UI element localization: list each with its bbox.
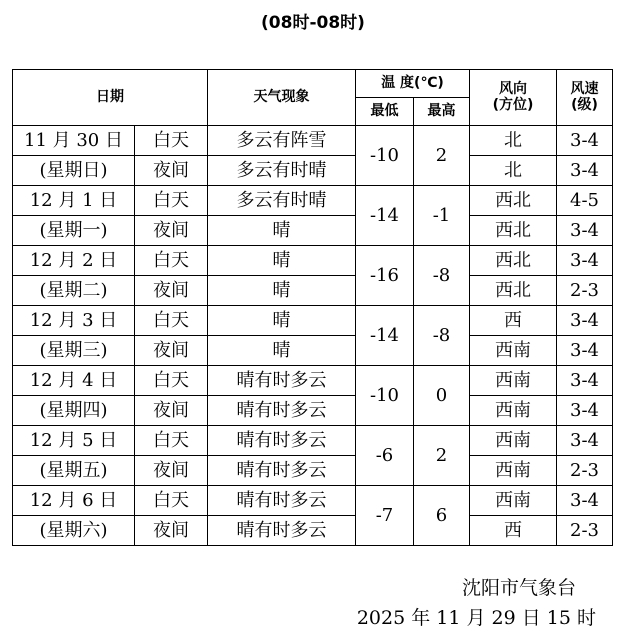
weather-cell: 晴有时多云: [208, 426, 356, 456]
header-wind-direction-line1: 风向: [499, 81, 527, 98]
temp-min-cell: -14: [356, 306, 414, 366]
weather-cell: 多云有阵雪: [208, 126, 356, 156]
wind-speed-cell: 2-3: [557, 516, 613, 546]
header-weather: 天气现象: [208, 70, 356, 126]
period-cell: 夜间: [135, 456, 208, 486]
period-cell: 白天: [135, 246, 208, 276]
date-cell: 12 月 4 日: [13, 366, 135, 396]
wind-speed-cell: 3-4: [557, 336, 613, 366]
forecast-night-row: [13, 396, 613, 426]
issued-time: 2025 年 11 月 29 日 15 时: [356, 607, 596, 629]
header-wind-speed-line1: 风速: [570, 81, 599, 98]
period-cell: 白天: [135, 186, 208, 216]
wind-direction-cell: 西北: [470, 246, 557, 276]
wind-direction-cell: 西北: [470, 186, 557, 216]
forecast-night-row: [13, 216, 613, 246]
wind-direction-cell: 西南: [470, 486, 557, 516]
header-wind-speed: [557, 70, 613, 126]
wind-direction-cell: 西南: [470, 336, 557, 366]
forecast-day-row: [13, 306, 613, 336]
forecast-day-row: [13, 426, 613, 456]
wind-speed-cell: 3-4: [557, 126, 613, 156]
temp-max-cell: 6: [414, 486, 470, 546]
temp-max-cell: -1: [414, 186, 470, 246]
wind-speed-cell: 3-4: [557, 426, 613, 456]
period-cell: 白天: [135, 486, 208, 516]
weather-cell: 晴有时多云: [208, 516, 356, 546]
wind-direction-cell: 西: [470, 306, 557, 336]
weather-cell: 多云有时晴: [208, 186, 356, 216]
date-cell: 11 月 30 日: [13, 126, 135, 156]
header-row: [13, 70, 613, 98]
header-wind-speed-line2: (级): [571, 96, 598, 113]
temp-max-cell: 2: [414, 126, 470, 186]
weekday-cell: (星期三): [13, 336, 135, 366]
wind-direction-cell: 西: [470, 516, 557, 546]
period-cell: 夜间: [135, 396, 208, 426]
forecast-day-row: [13, 366, 613, 396]
weekday-cell: (星期日): [13, 156, 135, 186]
period-cell: 白天: [135, 366, 208, 396]
wind-speed-cell: 4-5: [557, 186, 613, 216]
weekday-cell: (星期一): [13, 216, 135, 246]
period-cell: 夜间: [135, 216, 208, 246]
date-cell: 12 月 5 日: [13, 426, 135, 456]
temp-max-cell: -8: [414, 306, 470, 366]
temp-min-cell: -10: [356, 366, 414, 426]
temp-min-cell: -6: [356, 426, 414, 486]
period-cell: 白天: [135, 306, 208, 336]
temp-max-cell: 0: [414, 366, 470, 426]
wind-direction-cell: 北: [470, 156, 557, 186]
wind-direction-cell: 西南: [470, 456, 557, 486]
forecast-day-row: [13, 486, 613, 516]
period-cell: 夜间: [135, 276, 208, 306]
period-cell: 白天: [135, 426, 208, 456]
weather-cell: 晴: [208, 276, 356, 306]
forecast-day-row: [13, 186, 613, 216]
date-cell: 12 月 6 日: [13, 486, 135, 516]
forecast-table-body: [13, 70, 613, 546]
wind-speed-cell: 3-4: [557, 366, 613, 396]
forecast-night-row: [13, 156, 613, 186]
temp-min-cell: -14: [356, 186, 414, 246]
header-wind-direction-line2: (方位): [492, 96, 534, 113]
wind-direction-cell: 西南: [470, 396, 557, 426]
issuer: 沈阳市气象台: [461, 577, 576, 599]
weather-cell: 晴: [208, 336, 356, 366]
wind-speed-cell: 3-4: [557, 216, 613, 246]
weather-cell: 晴: [208, 246, 356, 276]
wind-direction-cell: 西南: [470, 426, 557, 456]
forecast-day-row: [13, 246, 613, 276]
weather-cell: 晴: [208, 216, 356, 246]
period-cell: 夜间: [135, 336, 208, 366]
period-cell: 夜间: [135, 156, 208, 186]
forecast-title: (08时-08时): [261, 13, 365, 33]
wind-speed-cell: 3-4: [557, 396, 613, 426]
date-cell: 12 月 2 日: [13, 246, 135, 276]
date-cell: 12 月 1 日: [13, 186, 135, 216]
wind-direction-cell: 西南: [470, 366, 557, 396]
header-temp-min: 最低: [356, 98, 414, 126]
wind-speed-cell: 3-4: [557, 306, 613, 336]
period-cell: 夜间: [135, 516, 208, 546]
weekday-cell: (星期二): [13, 276, 135, 306]
wind-speed-cell: 2-3: [557, 456, 613, 486]
wind-speed-cell: 3-4: [557, 156, 613, 186]
wind-speed-cell: 3-4: [557, 486, 613, 516]
temp-min-cell: -10: [356, 126, 414, 186]
weekday-cell: (星期五): [13, 456, 135, 486]
forecast-day-row: [13, 126, 613, 156]
forecast-night-row: [13, 336, 613, 366]
temp-max-cell: 2: [414, 426, 470, 486]
wind-direction-cell: 西北: [470, 216, 557, 246]
weather-cell: 多云有时晴: [208, 156, 356, 186]
weekday-cell: (星期六): [13, 516, 135, 546]
forecast-table: [12, 69, 613, 546]
weekday-cell: (星期四): [13, 396, 135, 426]
wind-direction-cell: 西北: [470, 276, 557, 306]
temp-min-cell: -7: [356, 486, 414, 546]
wind-speed-cell: 2-3: [557, 276, 613, 306]
wind-speed-cell: 3-4: [557, 246, 613, 276]
header-wind-direction: [470, 70, 557, 126]
weather-cell: 晴: [208, 306, 356, 336]
temp-max-cell: -8: [414, 246, 470, 306]
weather-cell: 晴有时多云: [208, 396, 356, 426]
forecast-night-row: [13, 276, 613, 306]
forecast-night-row: [13, 516, 613, 546]
forecast-night-row: [13, 456, 613, 486]
header-temp-max: 最高: [414, 98, 470, 126]
weather-cell: 晴有时多云: [208, 366, 356, 396]
header-temperature: 温 度(℃): [356, 70, 470, 98]
wind-direction-cell: 北: [470, 126, 557, 156]
date-cell: 12 月 3 日: [13, 306, 135, 336]
temp-min-cell: -16: [356, 246, 414, 306]
header-date: 日期: [13, 70, 208, 126]
period-cell: 白天: [135, 126, 208, 156]
weather-cell: 晴有时多云: [208, 456, 356, 486]
weather-cell: 晴有时多云: [208, 486, 356, 516]
